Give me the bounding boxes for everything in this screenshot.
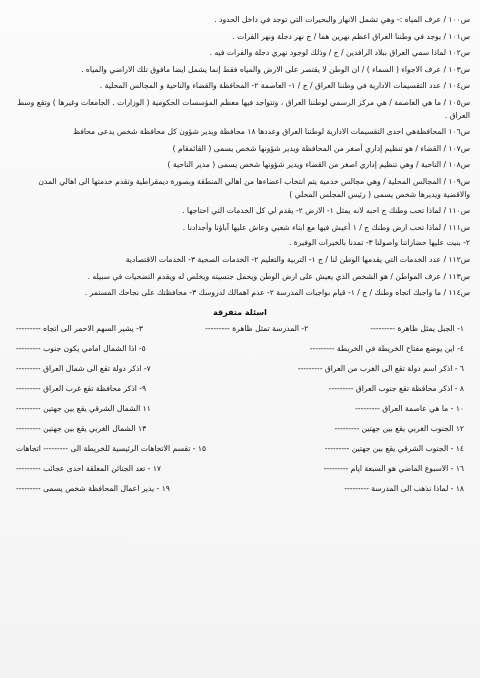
section-title: اسئلة متفرقة — [213, 307, 267, 317]
misc-row — [10, 383, 470, 395]
question-111-continued: ٢- بنيت عليها حضاراتنا واصولنا ٣- تمدنا بالخيرات الوفيرة . — [288, 238, 470, 248]
misc-item-9: ٩- اذكر محافظة تقع غرب العراق --------- — [16, 383, 147, 393]
misc-item-3: ٣- يشير السهم الاحمر الى اتجاه --------- — [16, 323, 143, 333]
misc-row — [10, 483, 470, 495]
question-104: س١٠٤ / عدد التقسيمات الادارية في وطننا العراق / ج / ١- العاصمة ٢- المحافظة والقضاء والناحية و المجالس المحلية . — [99, 81, 470, 91]
misc-row — [10, 323, 470, 335]
misc-row — [10, 363, 470, 375]
misc-row — [10, 463, 470, 475]
misc-item-2: ٢- المدرسة تمثل ظاهرة --------- — [205, 323, 309, 333]
question-112: س١١٢ / عدد الخدمات التي يقدمها الوطن لنا / ج ١- التربية والتعليم ٢- الخدمات الصحية ٣- الخدمات الاقتصادية — [125, 254, 470, 264]
question-113: س١١٣ / عرف المواطن / هو الشخص الذي يعيش على ارض الوطن ويحمل جنسيته ويخلص له ويقدم التضحيات في سبيله . — [87, 271, 470, 281]
misc-item-13: ١٣ الشمال الغربي يقع بين جهتين --------- — [16, 423, 147, 433]
misc-row — [10, 343, 470, 355]
question-107: س١٠٧ / القضاء / هو تنظيم إداري أصغر من المحافظة ويدير شؤونها شخص يسمى ( القائمقام ) — [172, 143, 470, 153]
misc-item-18: ١٨ - لماذا نذهب الى المدرسة --------- — [344, 483, 464, 493]
question-111: س١١١ / لماذا تحب ارض وطنك ج / ١ أعيش فيها مع ابناء شعبي وعاش عليها آباؤنا وأجدادنا . — [182, 222, 470, 232]
misc-item-4: ٤- اين يوضع مفتاح الخريطة في الخريطة --------- — [309, 343, 464, 353]
question-114: س١١٤ / ما واجبك اتجاه وطنك / ج / ١- قيام بواجبات المدرسة ٢- عدم اهمالك لدروسك ٣- محافظتك على نجاحك المستمر . — [84, 288, 470, 298]
question-101: س١٠١ / يوجد في وطننا العراق اعظم نهرين هما / ج نهر دجلة ونهر الفرات . — [232, 31, 470, 41]
misc-item-11: ١١ الشمال الشرقي يقع بين جهتين --------- — [16, 403, 151, 413]
misc-item-10: ١٠ - ما هي عاصمة العراق --------- — [355, 403, 464, 413]
question-103: س١٠٣ / عرف الاجواء ( السماء ) / ان الوطن لا يقتصر على الارض والمياه فقط إنما يشمل ايضا مافوق تلك الاراضي والمياه . — [81, 64, 470, 74]
question-106: س١٠٦ المحافظةهي احدى التقسيمات الادارية لوطننا العراق وعددها ١٨ محافظة ويدير شؤون كل محافظة شخص يدعى محافظ — [73, 127, 470, 137]
misc-item-1: ١- الجبل يمثل ظاهرة --------- — [370, 323, 464, 333]
misc-item-19: ١٩ - يدير اعمال المحافظة شخص يسمى --------- — [16, 483, 170, 493]
question-110: س١١٠ / لماذا تحب وطنك ج احبه لانه يمثل ١- الارض ٢- يقدم لي كل الخدمات التي احتاجها . — [182, 206, 470, 216]
question-105: س١٠٥ / ما هي العاصمة / هي مركز الرسمي لوطننا العراق ، وتتواجد فيها معظم المؤسسات الحكومية ( الوزارات . الجامعات وغيرها ) وتقع وسط العراق . — [17, 97, 470, 120]
misc-item-16: ١٦ - الاسبوع الماضي هو السبعة ايام --------- — [323, 463, 464, 473]
misc-row — [10, 423, 470, 435]
misc-row — [10, 443, 470, 455]
question-list — [10, 14, 470, 300]
misc-item-12: ١٢ الجنوب الغربي يقع بين جهتين --------- — [334, 423, 464, 433]
misc-item-17: ١٧ - تعد الجنائن المعلقة احدى عجائب --------- — [16, 463, 162, 473]
misc-item-7: ٧- اذكر دولة تقع الى شمال العراق --------- — [16, 363, 151, 373]
misc-item-15: ١٥ - تقسم الاتجاهات الرئيسية للخريطة الى --------- اتجاهات — [16, 443, 207, 453]
misc-questions — [10, 323, 470, 495]
question-100: س١٠٠ / عرف المياه :- وهي تشمل الانهار والبحيرات التي توجد في داخل الحدود . — [214, 15, 470, 24]
misc-item-5: ٥- اذا الشمال امامي يكون جنوب --------- — [16, 343, 146, 353]
question-108: س١٠٨ / الناحية / وهي تنظيم إداري اصغر من القضاء ويدير شؤونها شخص يسمى ( مدير الناحية ) — [167, 160, 470, 170]
question-109: س١٠٩ / المجالس المحلية / وهي مجالس خدمية يتم انتخاب اعضاءها من اهالي المنطقة وبصورة ديمقراطية وتقدم خدمتها الى اهالي المدن والاقضية ويديرها شخص يسمى ( رئيس المجلس المحلي ) — [38, 176, 470, 199]
question-102: س١٠٢ لماذا سمي العراق ببلاد الرافدين / ج / وذلك لوجود نهري دجلة والفرات فيه . — [209, 48, 470, 58]
misc-row — [10, 403, 470, 415]
misc-item-14: ١٤ - الجنوب الشرقي يقع بين جهتين --------- — [324, 443, 464, 453]
misc-item-6: ٦ - اذكر اسم دولة تقع الى الغرب من العراق --------- — [297, 363, 464, 373]
misc-item-8: ٨ - اذكر محافظة تقع جنوب العراق --------- — [328, 383, 464, 393]
